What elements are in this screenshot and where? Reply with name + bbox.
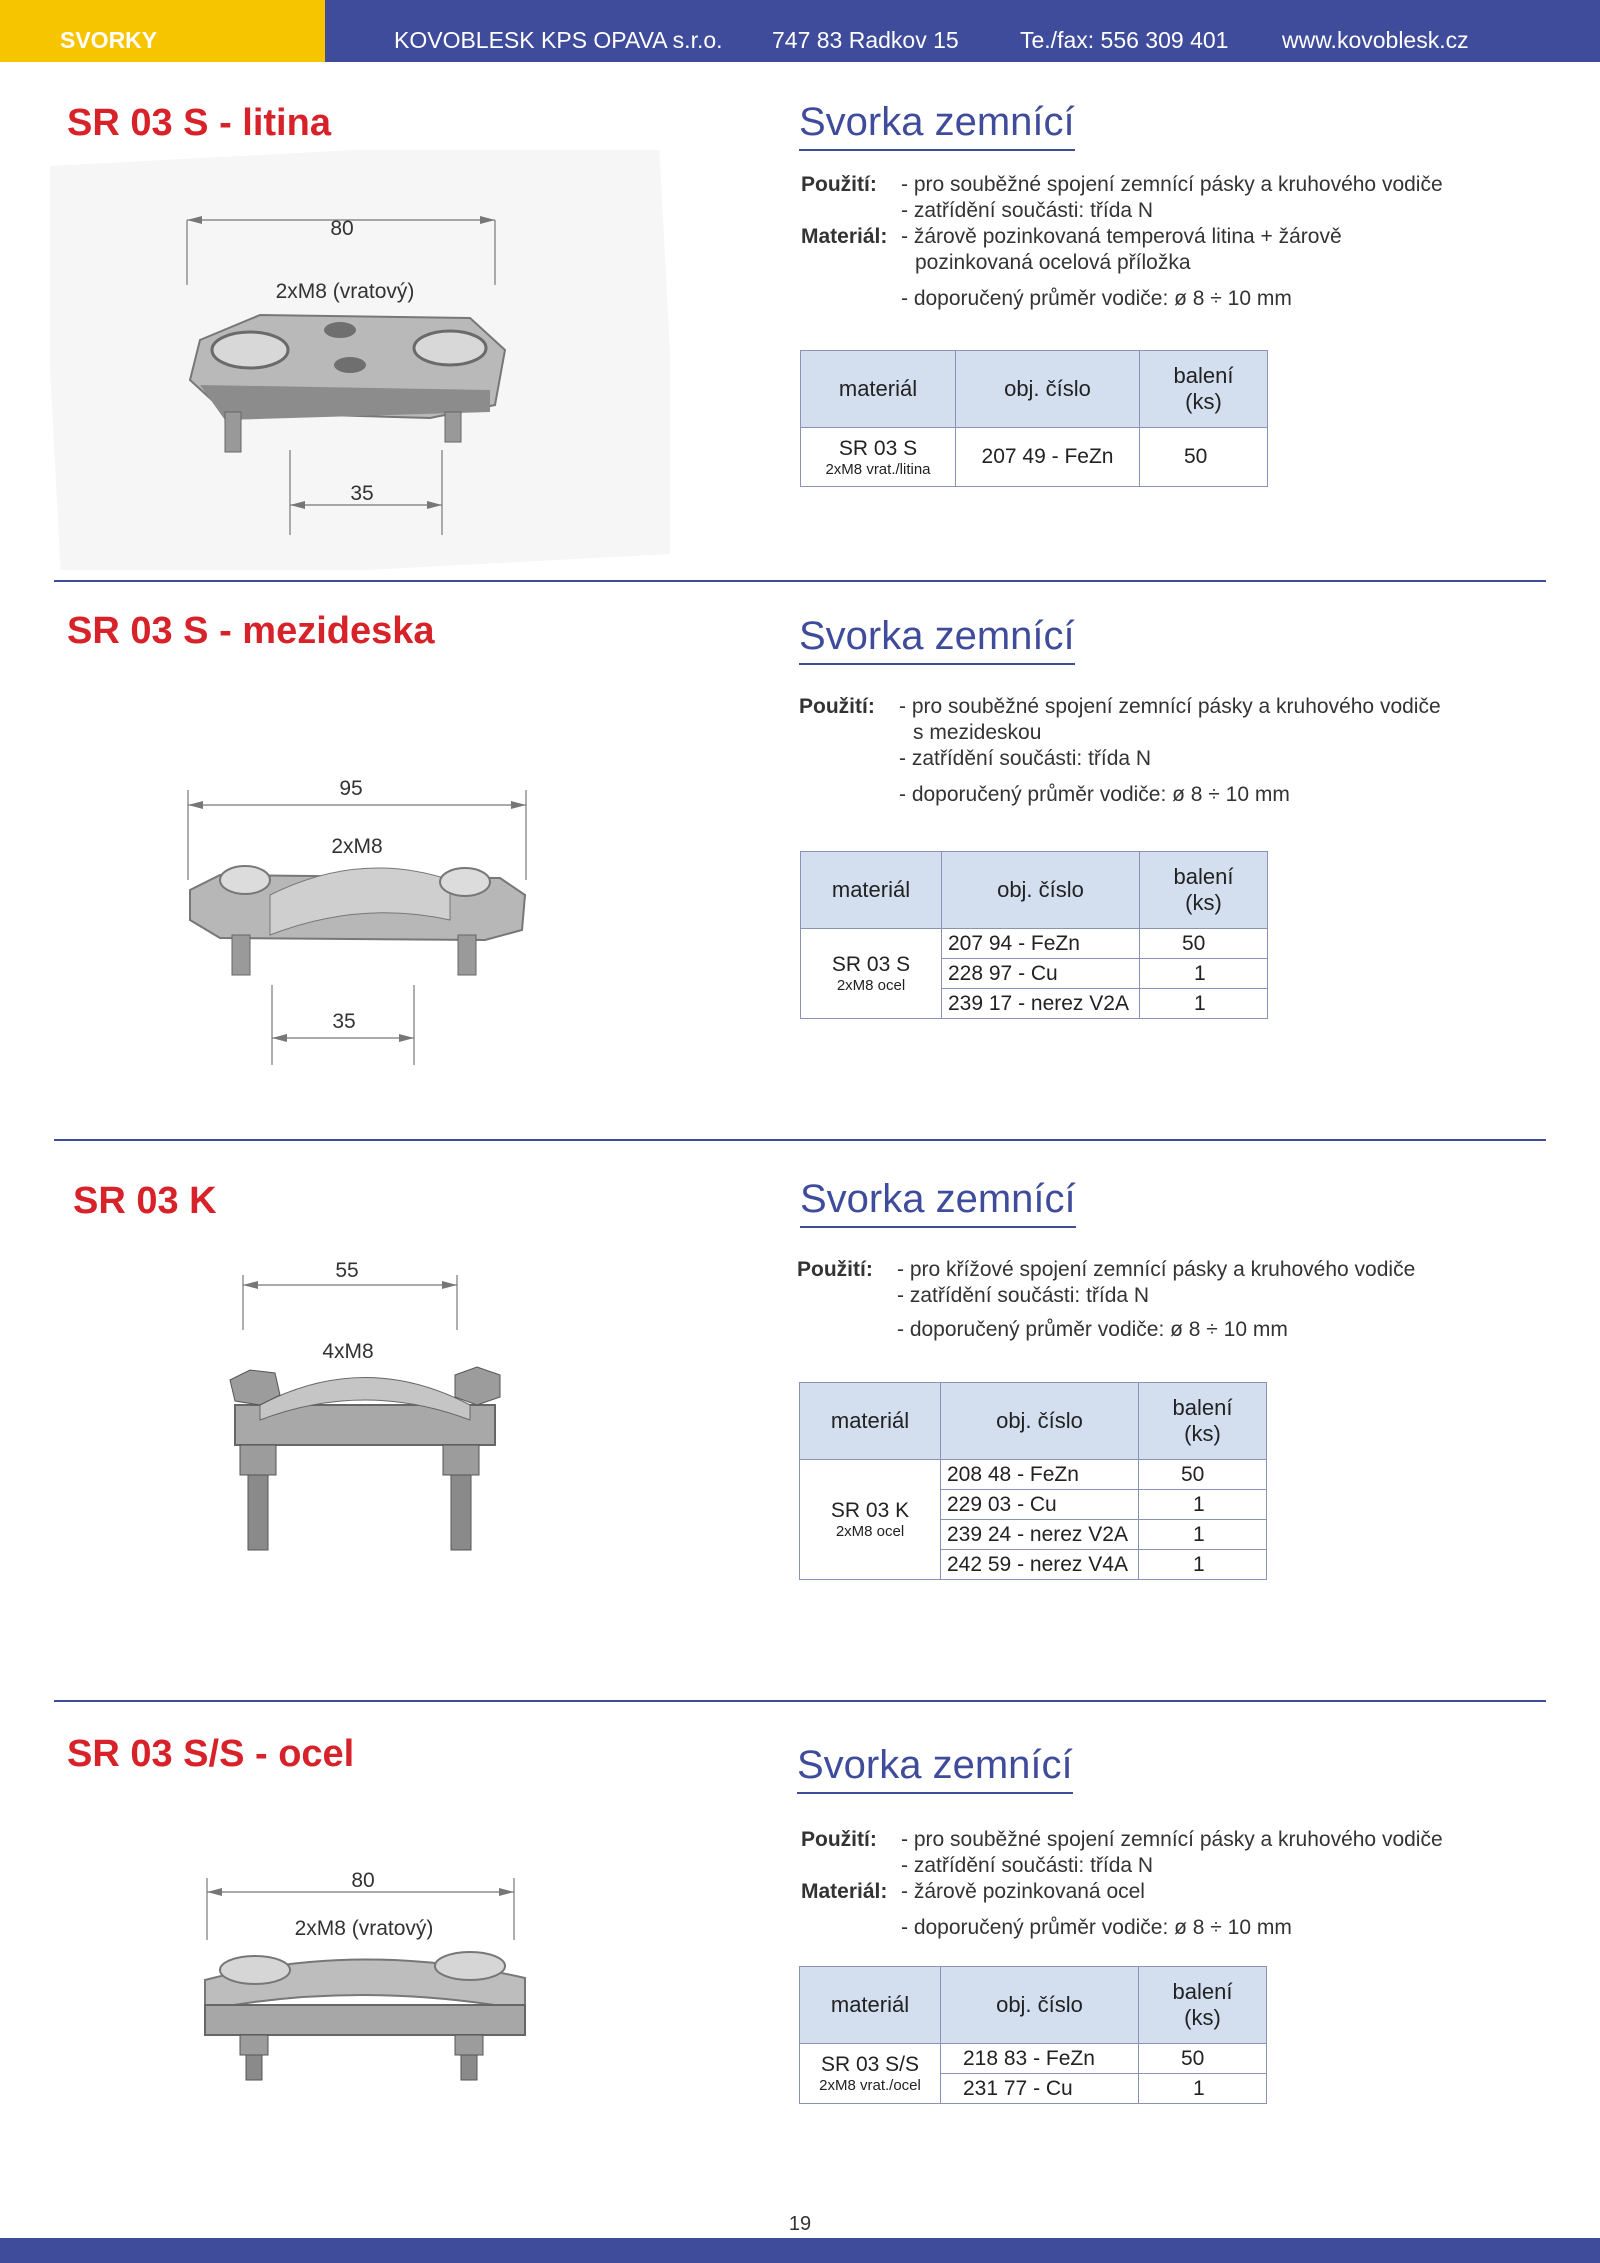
obj-cell: 208 48 - FeZn bbox=[941, 1460, 1139, 1490]
usage-line: - pro souběžné spojení zemnící pásky a kruhového vodiče bbox=[899, 695, 1441, 718]
col-header-baleni: balení (ks) bbox=[1140, 351, 1268, 428]
dim-width: 80 bbox=[351, 1869, 375, 1892]
material-cell: SR 03 S 2xM8 vrat./litina bbox=[801, 428, 956, 487]
clamp-drawing bbox=[190, 1860, 550, 2090]
qty-cell: 1 bbox=[1140, 989, 1268, 1019]
diameter-note: - doporučený průměr vodiče: ø 8 ÷ 10 mm bbox=[901, 1916, 1292, 1939]
col-header-material: materiál bbox=[800, 1967, 941, 2044]
obj-cell: 218 83 - FeZn bbox=[941, 2044, 1139, 2074]
dim-bolts: 2xM8 bbox=[331, 835, 383, 858]
product-subtitle: Svorka zemnící bbox=[800, 1177, 1076, 1228]
qty-cell: 1 bbox=[1140, 959, 1268, 989]
product-figure bbox=[150, 770, 550, 1075]
page-number: 19 bbox=[788, 2213, 812, 2235]
qty-cell: 1 bbox=[1139, 2074, 1267, 2104]
obj-cell: 239 24 - nerez V2A bbox=[941, 1520, 1139, 1550]
col-header-baleni: balení (ks) bbox=[1140, 852, 1268, 929]
clamp-drawing bbox=[50, 150, 670, 570]
col-header-obj: obj. číslo bbox=[941, 1967, 1139, 2044]
material-line: - žárově pozinkovaná temperová litina + žárově bbox=[901, 225, 1342, 248]
col-header-baleni: balení (ks) bbox=[1139, 1383, 1267, 1460]
usage-label: Použití: bbox=[801, 173, 877, 196]
clamp-drawing bbox=[215, 1255, 515, 1565]
material-label: Materiál: bbox=[801, 1880, 888, 1903]
dim-width: 95 bbox=[339, 777, 363, 800]
usage-line: - zatřídění součásti: třída N bbox=[901, 199, 1154, 222]
usage-label: Použití: bbox=[801, 1828, 877, 1851]
dim-width: 55 bbox=[335, 1259, 359, 1282]
product-specs bbox=[801, 1827, 1443, 1941]
company-address: 747 83 Radkov 15 bbox=[772, 27, 959, 53]
obj-cell: 207 94 - FeZn bbox=[942, 929, 1140, 959]
obj-cell: 228 97 - Cu bbox=[942, 959, 1140, 989]
material-label: Materiál: bbox=[801, 225, 888, 248]
qty-cell: 50 bbox=[1140, 929, 1268, 959]
product-figure bbox=[215, 1255, 515, 1570]
qty-cell: 50 bbox=[1139, 2044, 1267, 2074]
col-header-material: materiál bbox=[801, 351, 956, 428]
usage-label: Použití: bbox=[797, 1258, 873, 1281]
order-table bbox=[799, 1382, 1267, 1580]
product-specs bbox=[797, 1257, 1415, 1343]
col-header-obj: obj. číslo bbox=[942, 852, 1140, 929]
table-row bbox=[800, 1460, 1267, 1490]
usage-line: - zatřídění součásti: třída N bbox=[897, 1284, 1150, 1307]
section-divider bbox=[54, 1139, 1546, 1141]
product-title: SR 03 S - mezideska bbox=[67, 610, 435, 652]
product-specs bbox=[799, 694, 1441, 808]
header-bar bbox=[0, 0, 1600, 62]
section-divider bbox=[54, 580, 1546, 582]
qty-cell: 1 bbox=[1139, 1550, 1267, 1580]
footer-bar bbox=[0, 2238, 1600, 2263]
usage-line: - pro souběžné spojení zemnící pásky a kruhového vodiče bbox=[901, 173, 1443, 196]
product-specs bbox=[801, 172, 1443, 312]
material-line: pozinkovaná ocelová příložka bbox=[915, 251, 1191, 274]
product-figure bbox=[50, 150, 670, 575]
usage-line: - pro souběžné spojení zemnící pásky a kruhového vodiče bbox=[901, 1828, 1443, 1851]
dim-spacing: 35 bbox=[350, 482, 374, 505]
obj-cell: 242 59 - nerez V4A bbox=[941, 1550, 1139, 1580]
usage-line: s mezideskou bbox=[913, 721, 1042, 744]
usage-line: - zatřídění součásti: třída N bbox=[899, 747, 1152, 770]
obj-cell: 207 49 - FeZn bbox=[956, 428, 1140, 487]
col-header-material: materiál bbox=[801, 852, 942, 929]
material-cell: SR 03 S/S 2xM8 vrat./ocel bbox=[800, 2044, 941, 2104]
product-title: SR 03 K bbox=[73, 1180, 217, 1222]
company-name: KOVOBLESK KPS OPAVA s.r.o. bbox=[394, 27, 723, 53]
order-table bbox=[800, 851, 1268, 1019]
product-subtitle: Svorka zemnící bbox=[797, 1743, 1073, 1794]
product-title: SR 03 S/S - ocel bbox=[67, 1733, 355, 1775]
col-header-obj: obj. číslo bbox=[956, 351, 1140, 428]
obj-cell: 229 03 - Cu bbox=[941, 1490, 1139, 1520]
col-header-baleni: balení (ks) bbox=[1139, 1967, 1267, 2044]
product-title: SR 03 S - litina bbox=[67, 102, 331, 144]
section-divider bbox=[54, 1700, 1546, 1702]
col-header-obj: obj. číslo bbox=[941, 1383, 1139, 1460]
company-phone: Te./fax: 556 309 401 bbox=[1020, 27, 1229, 53]
product-figure bbox=[190, 1860, 550, 2095]
order-table bbox=[800, 350, 1268, 487]
col-header-material: materiál bbox=[800, 1383, 941, 1460]
order-table bbox=[799, 1966, 1267, 2104]
company-website[interactable]: www.kovoblesk.cz bbox=[1282, 27, 1469, 53]
diameter-note: - doporučený průměr vodiče: ø 8 ÷ 10 mm bbox=[897, 1318, 1288, 1341]
table-row bbox=[801, 428, 1268, 487]
dim-bolts: 2xM8 (vratový) bbox=[294, 1917, 434, 1940]
table-row bbox=[801, 929, 1268, 959]
dim-bolts: 4xM8 bbox=[322, 1340, 374, 1363]
usage-line: - pro křížové spojení zemnící pásky a kruhového vodiče bbox=[897, 1258, 1416, 1281]
material-cell: SR 03 S 2xM8 ocel bbox=[801, 929, 942, 1019]
dim-width: 80 bbox=[330, 217, 354, 240]
diameter-note: - doporučený průměr vodiče: ø 8 ÷ 10 mm bbox=[901, 287, 1292, 310]
usage-label: Použití: bbox=[799, 695, 875, 718]
material-cell: SR 03 K 2xM8 ocel bbox=[800, 1460, 941, 1580]
material-line: - žárově pozinkovaná ocel bbox=[901, 1880, 1145, 1903]
qty-cell: 1 bbox=[1139, 1490, 1267, 1520]
qty-cell: 1 bbox=[1139, 1520, 1267, 1550]
category-label: SVORKY bbox=[0, 0, 325, 62]
usage-line: - zatřídění součásti: třída N bbox=[901, 1854, 1154, 1877]
product-subtitle: Svorka zemnící bbox=[799, 614, 1075, 665]
table-row bbox=[800, 2044, 1267, 2074]
qty-cell: 50 bbox=[1139, 1460, 1267, 1490]
diameter-note: - doporučený průměr vodiče: ø 8 ÷ 10 mm bbox=[899, 783, 1290, 806]
obj-cell: 231 77 - Cu bbox=[941, 2074, 1139, 2104]
product-subtitle: Svorka zemnící bbox=[799, 100, 1075, 151]
dim-bolts: 2xM8 (vratový) bbox=[275, 280, 415, 303]
obj-cell: 239 17 - nerez V2A bbox=[942, 989, 1140, 1019]
dim-spacing: 35 bbox=[332, 1010, 356, 1033]
clamp-drawing bbox=[150, 770, 550, 1070]
qty-cell: 50 bbox=[1140, 428, 1268, 487]
